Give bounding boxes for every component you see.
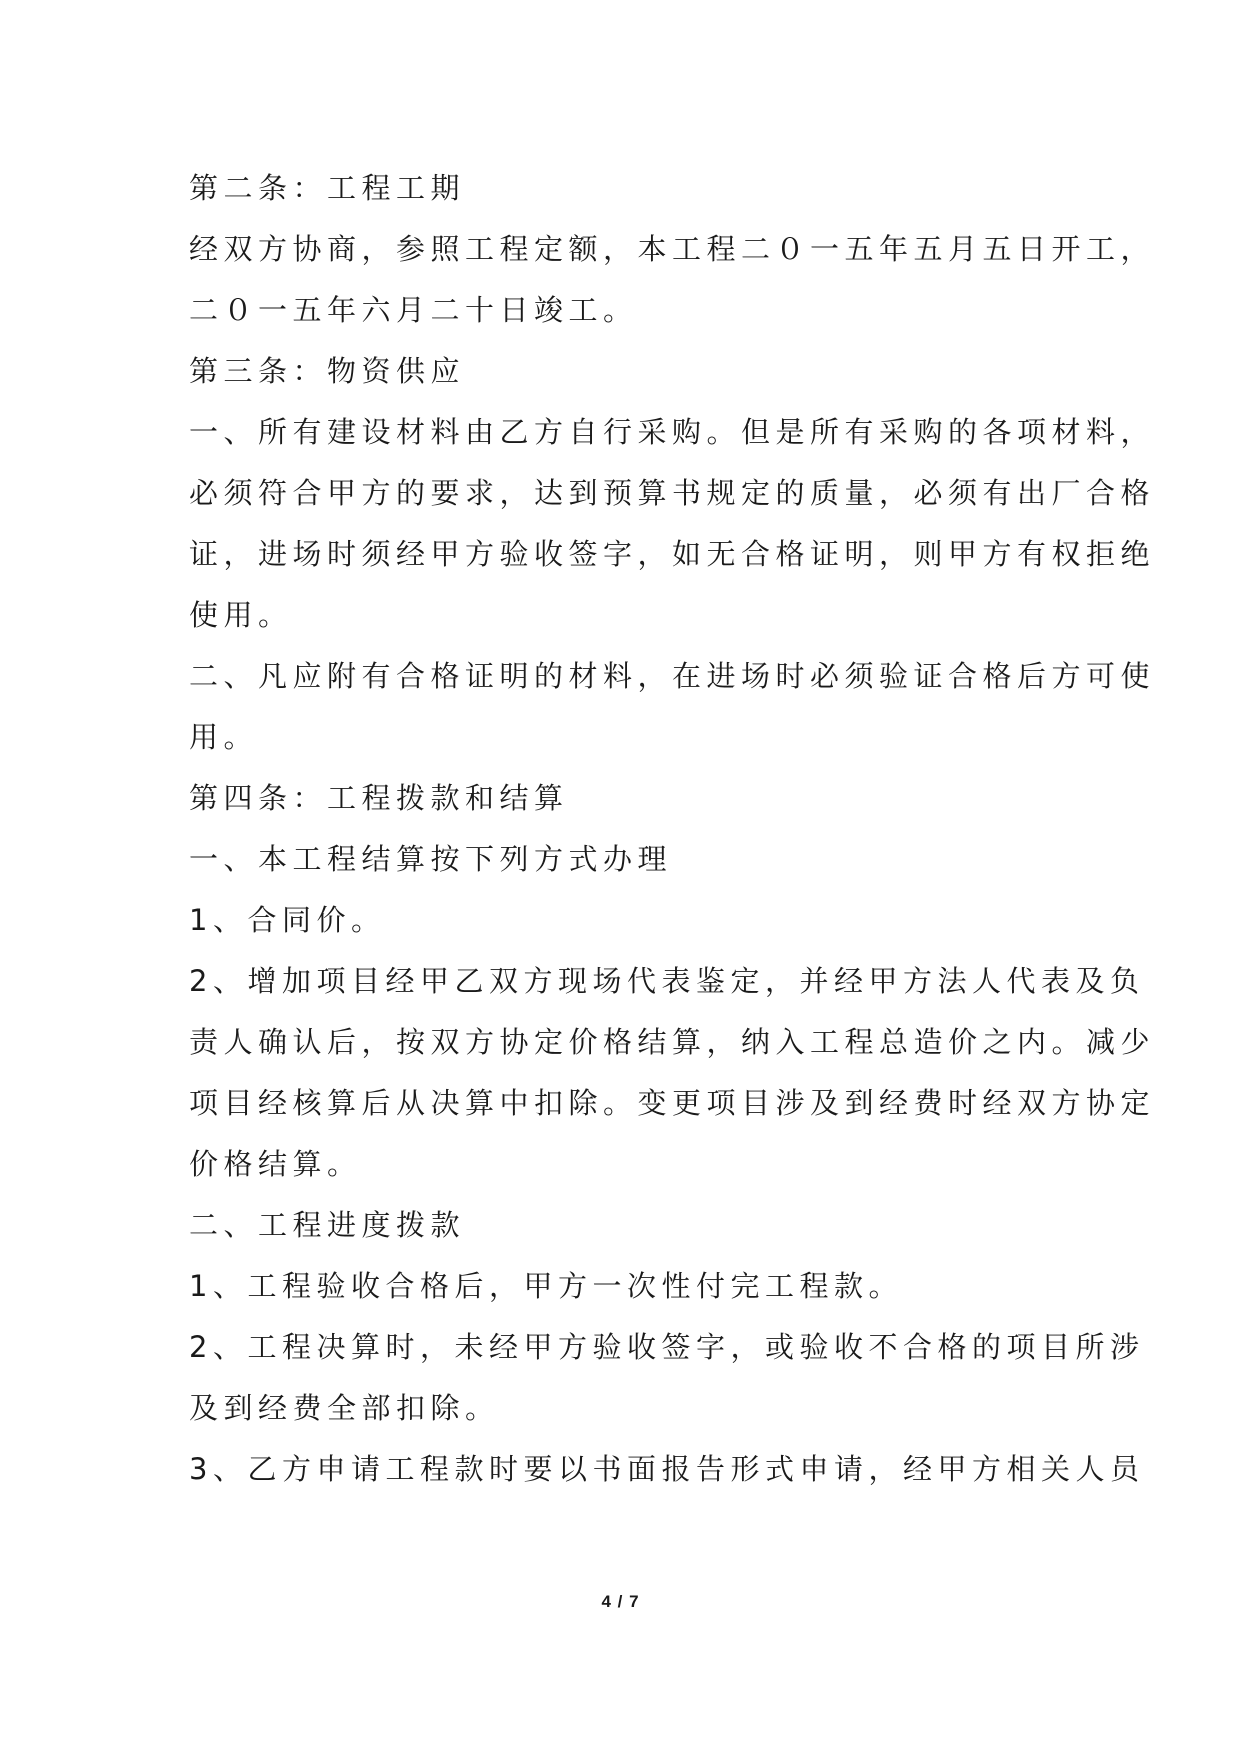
paragraph-line: 一、所有建设材料由乙方自行采购。但是所有采购的各项材料， — [189, 415, 1156, 449]
paragraph-line: 责人确认后，按双方协定价格结算，纳入工程总造价之内。减少 — [189, 1025, 1156, 1059]
paragraph-line: 二、工程进度拨款 — [189, 1208, 466, 1242]
document-body — [189, 158, 1156, 1500]
paragraph-line: 使用。 — [189, 598, 293, 632]
paragraph-line: 1、工程验收合格后，甲方一次性付完工程款。 — [189, 1269, 903, 1303]
paragraph-line: 必须符合甲方的要求，达到预算书规定的质量，必须有出厂合格 — [189, 476, 1156, 510]
paragraph-line: 项目经核算后从决算中扣除。变更项目涉及到经费时经双方协定 — [189, 1086, 1156, 1120]
paragraph-line: 二、凡应附有合格证明的材料，在进场时必须验证合格后方可使 — [189, 659, 1156, 693]
paragraph-line: 及到经费全部扣除。 — [189, 1391, 500, 1425]
paragraph-line: 一、本工程结算按下列方式办理 — [189, 842, 673, 876]
section-heading-2: 第二条：工程工期 — [189, 171, 466, 205]
paragraph-line: 用。 — [189, 720, 259, 754]
paragraph-line: 二０一五年六月二十日竣工。 — [189, 293, 638, 327]
section-heading-3: 第三条：物资供应 — [189, 354, 466, 388]
paragraph-line: 2、增加项目经甲乙双方现场代表鉴定，并经甲方法人代表及负 — [189, 964, 1145, 998]
section-heading-4: 第四条：工程拨款和结算 — [189, 781, 569, 815]
paragraph-line: 2、工程决算时，未经甲方验收签字，或验收不合格的项目所涉 — [189, 1330, 1145, 1364]
paragraph-line: 经双方协商，参照工程定额，本工程二０一五年五月五日开工， — [189, 232, 1156, 266]
paragraph-line: 价格结算。 — [189, 1147, 362, 1181]
page-number: 4 / 7 — [601, 1592, 640, 1611]
paragraph-line: 1、合同价。 — [189, 903, 386, 937]
paragraph-line: 3、乙方申请工程款时要以书面报告形式申请，经甲方相关人员 — [189, 1452, 1145, 1486]
paragraph-line: 证，进场时须经甲方验收签字，如无合格证明，则甲方有权拒绝 — [189, 537, 1156, 571]
